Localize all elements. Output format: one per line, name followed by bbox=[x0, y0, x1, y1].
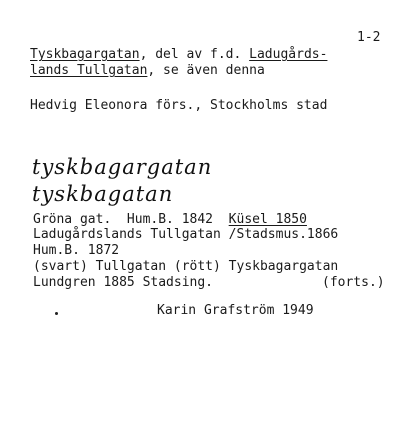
continued-note: (forts.) bbox=[322, 275, 385, 290]
handwritten-name-1: tyskbagargatan bbox=[32, 155, 213, 179]
header-text-2: , se även denna bbox=[147, 63, 265, 78]
ink-dot bbox=[55, 312, 58, 315]
header-line-1 bbox=[30, 47, 327, 62]
reference-line-4: (svart) Tullgatan (rött) Tyskbagargatan bbox=[33, 259, 339, 274]
header-line-2 bbox=[30, 63, 265, 78]
page-number: 1-2 bbox=[357, 30, 381, 45]
reference-line-3: Hum.B. 1872 bbox=[33, 243, 120, 258]
former-name-underlined: Ladugårds- bbox=[249, 47, 328, 62]
header-text: , del av f.d. bbox=[139, 47, 250, 62]
street-name-underlined: Tyskbagargatan bbox=[30, 47, 140, 62]
reference-line-1 bbox=[33, 212, 307, 227]
source-line: Hedvig Eleonora förs., Stockholms stad bbox=[30, 98, 328, 113]
former-name-continued: lands Tullgatan bbox=[30, 63, 148, 78]
signature-line: Karin Grafström 1949 bbox=[157, 303, 314, 318]
reference-line-2: Ladugårdslands Tullgatan /Stadsmus.1866 bbox=[33, 227, 339, 242]
handwritten-name-2: tyskbagatan bbox=[32, 182, 174, 206]
reference-text: Gröna gat. Hum.B. 1842 bbox=[33, 212, 229, 227]
reference-underlined: Küsel 1850 bbox=[228, 212, 307, 227]
reference-line-5: Lundgren 1885 Stadsing. bbox=[33, 275, 214, 290]
